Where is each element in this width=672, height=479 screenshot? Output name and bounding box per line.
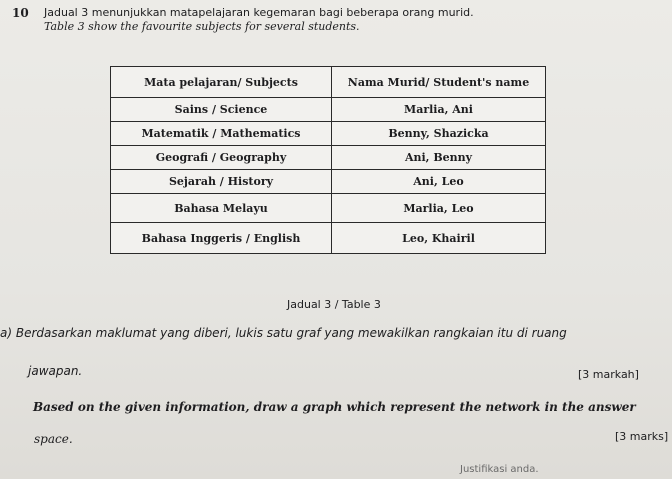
students-cell: Leo, Khairil [332,223,546,254]
footer-text: Justifikasi anda. [460,464,539,475]
part-a-marks: [3 markah] [578,368,639,381]
part-a-instruction: a) Berdasarkan maklumat yang diberi, lukis satu graf yang mewakilkan rangkaian itu di ruang [0,326,567,340]
part-b-marks: [3 marks] [615,430,669,443]
part-b-instruction-cont: space. [34,432,73,446]
subject-cell: Matematik / Mathematics [111,122,332,146]
subject-cell: Bahasa Inggeris / English [111,223,332,254]
question-intro-malay: Jadual 3 menunjukkan matapelajaran kegemaran bagi beberapa orang murid. [44,6,474,19]
students-cell: Ani, Benny [332,146,546,170]
question-number: 10 [12,6,29,20]
table-row [111,194,546,223]
table-row [111,170,546,194]
question-intro-english: Table 3 show the favourite subjects for several students. [44,20,360,33]
table-row [111,122,546,146]
table-row [111,223,546,254]
table-row [111,146,546,170]
header-subjects: Mata pelajaran/ Subjects [111,67,332,98]
students-cell: Marlia, Leo [332,194,546,223]
subject-cell: Sejarah / History [111,170,332,194]
students-cell: Marlia, Ani [332,98,546,122]
subjects-table [110,66,546,254]
students-cell: Ani, Leo [332,170,546,194]
table-caption: Jadual 3 / Table 3 [287,298,381,311]
subject-cell: Geografi / Geography [111,146,332,170]
part-b-instruction: Based on the given information, draw a graph which represent the network in the answer [33,400,636,414]
table-header-row [111,67,546,98]
part-a-instruction-cont: jawapan. [28,364,83,378]
table-row [111,98,546,122]
students-cell: Benny, Shazicka [332,122,546,146]
header-students: Nama Murid/ Student's name [332,67,546,98]
subject-cell: Bahasa Melayu [111,194,332,223]
subject-cell: Sains / Science [111,98,332,122]
